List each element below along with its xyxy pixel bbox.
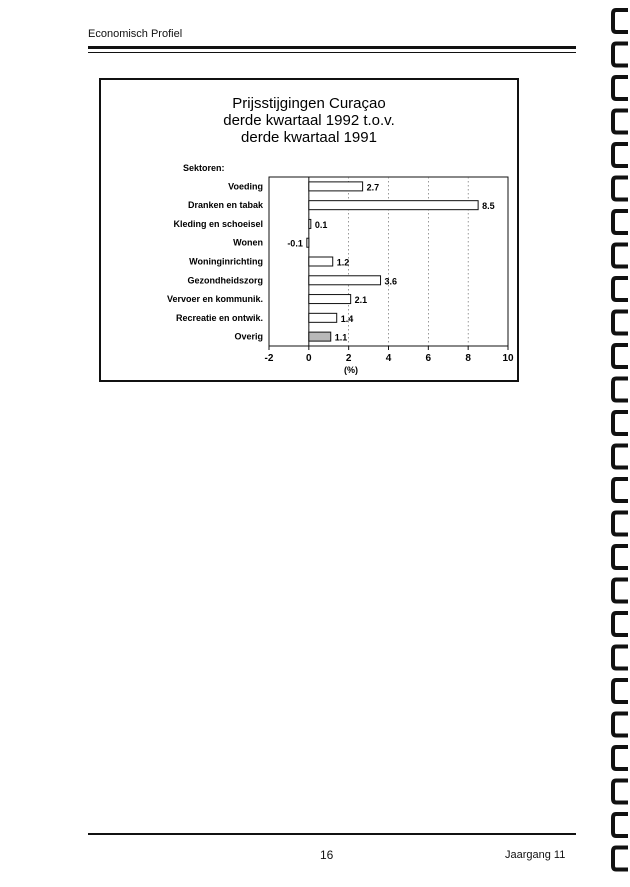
x-tick-label: 8 [465,353,471,364]
binding-ring [613,546,628,568]
chart-title-line-2: derde kwartaal 1992 t.o.v. [223,112,395,129]
binding-ring [613,814,628,836]
x-tick-label: 2 [345,353,352,364]
bar [309,276,381,285]
chart-title-line-1: Prijsstijgingen Curaçao [232,95,386,112]
bar [309,219,311,228]
x-tick-label: 0 [306,353,312,364]
value-label: 8.5 [482,201,495,212]
bar [307,238,309,247]
category-label: Woninginrichting [189,256,263,267]
spiral-binding [604,0,630,887]
category-header: Sektoren: [183,163,225,173]
value-label: 1.1 [334,332,348,343]
value-label: 1.2 [336,257,350,268]
bar [309,295,351,304]
binding-ring [613,77,628,99]
x-tick-label: 10 [502,353,514,364]
value-label: -0.1 [287,238,303,249]
binding-ring [613,379,628,401]
category-label: Wonen [233,237,263,248]
value-label: 3.6 [384,276,398,287]
binding-ring [613,781,628,803]
footer-rule [88,833,576,835]
bar [309,332,331,341]
binding-ring [613,312,628,334]
category-label: Overig [234,331,263,342]
binding-ring [613,44,628,66]
chart-title-line-3: derde kwartaal 1991 [241,129,377,146]
binding-ring [613,848,628,870]
header-rule-thick [88,46,576,49]
x-tick-label: 4 [385,353,392,364]
category-label: Kleding en schoeisel [173,218,263,229]
value-label: 1.4 [340,313,354,324]
category-label: Gezondheidszorg [187,275,263,286]
category-label: Vervoer en kommunik. [166,294,263,305]
binding-ring [613,647,628,669]
plot-area [167,177,514,364]
binding-ring [613,446,628,468]
volume-label: Jaargang 11 [505,849,566,861]
binding-ring [613,680,628,702]
chart-frame [99,78,519,382]
category-label: Voeding [228,181,263,192]
value-label: 0.1 [314,219,328,230]
binding-ring [613,245,628,267]
binding-ring [613,144,628,166]
binding-ring [613,479,628,501]
x-tick-label: -2 [264,353,274,364]
header-rule-thin [88,52,576,53]
category-label: Recreatie en ontwik. [175,312,263,323]
category-label: Dranken en tabak [187,200,263,211]
binding-ring [613,178,628,200]
binding-ring [613,613,628,635]
binding-ring [613,345,628,367]
bar [309,257,333,266]
header-title: Economisch Profiel [88,28,183,40]
binding-ring [613,714,628,736]
binding-ring [613,10,628,32]
binding-ring [613,111,628,133]
binding-ring [613,412,628,434]
binding-ring [613,513,628,535]
value-label: 2.7 [366,182,380,193]
binding-ring [613,580,628,602]
bar [309,313,337,322]
bar [309,182,363,191]
value-label: 2.1 [354,295,368,306]
x-axis-label: (%) [344,365,358,375]
binding-ring [613,211,628,233]
x-tick-label: 6 [425,353,432,364]
page-number: 16 [320,848,334,862]
price-increase-chart [101,80,517,380]
bar [309,201,478,210]
binding-ring [613,278,628,300]
binding-ring [613,747,628,769]
